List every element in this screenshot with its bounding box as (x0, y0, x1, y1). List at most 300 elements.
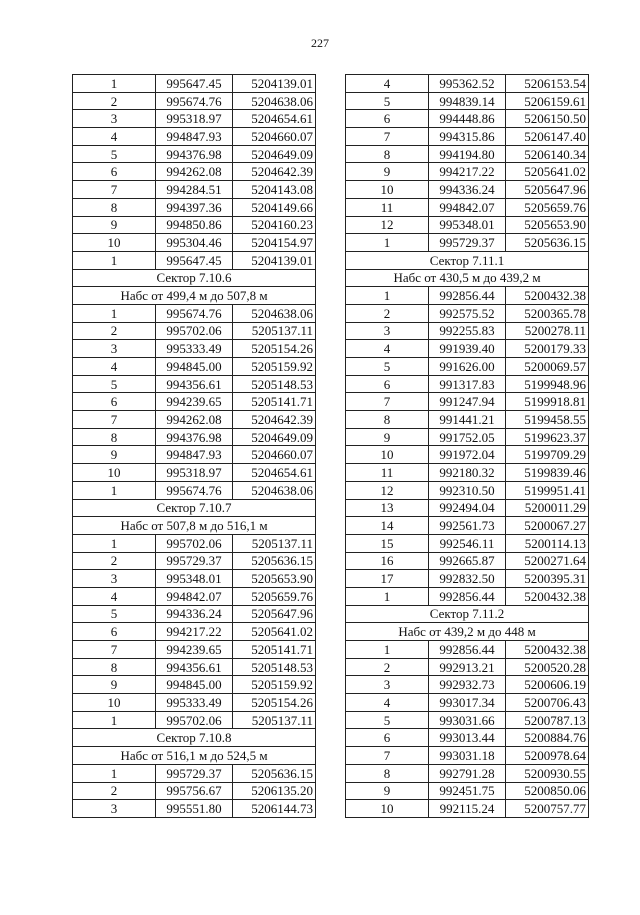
y-coordinate: 5204654.61 (233, 110, 316, 128)
y-coordinate: 5200432.38 (506, 641, 589, 659)
x-coordinate: 992913.21 (429, 658, 506, 676)
y-coordinate: 5200278.11 (506, 322, 589, 340)
point-number: 6 (73, 623, 156, 641)
y-coordinate: 5204649.09 (233, 428, 316, 446)
x-coordinate: 992451.75 (429, 782, 506, 800)
y-coordinate: 5199948.96 (506, 375, 589, 393)
y-coordinate: 5199458.55 (506, 411, 589, 429)
y-coordinate: 5200011.29 (506, 499, 589, 517)
x-coordinate: 995729.37 (156, 764, 233, 782)
y-coordinate: 5205659.76 (233, 587, 316, 605)
x-coordinate: 995702.06 (156, 711, 233, 729)
point-number: 2 (73, 782, 156, 800)
coordinate-row (73, 587, 316, 605)
point-number: 15 (346, 534, 429, 552)
point-number: 7 (73, 641, 156, 659)
x-coordinate: 995333.49 (156, 340, 233, 358)
coordinate-row (346, 729, 589, 747)
y-coordinate: 5205641.02 (233, 623, 316, 641)
coordinate-row (73, 340, 316, 358)
y-coordinate: 5205137.11 (233, 534, 316, 552)
x-coordinate: 995729.37 (429, 234, 506, 252)
x-coordinate: 995729.37 (156, 552, 233, 570)
y-coordinate: 5204649.09 (233, 145, 316, 163)
coordinate-row (73, 198, 316, 216)
point-number: 5 (73, 145, 156, 163)
y-coordinate: 5200395.31 (506, 570, 589, 588)
x-coordinate: 995348.01 (156, 570, 233, 588)
point-number: 3 (73, 570, 156, 588)
x-coordinate: 995647.45 (156, 75, 233, 93)
y-coordinate: 5204139.01 (233, 75, 316, 93)
x-coordinate: 995304.46 (156, 234, 233, 252)
x-coordinate: 991247.94 (429, 393, 506, 411)
point-number: 1 (346, 641, 429, 659)
sector-header: Сектор 7.10.7 (73, 499, 316, 517)
x-coordinate: 994217.22 (429, 163, 506, 181)
x-coordinate: 992561.73 (429, 517, 506, 535)
x-coordinate: 994847.93 (156, 446, 233, 464)
y-coordinate: 5205647.96 (233, 605, 316, 623)
y-coordinate: 5205641.02 (506, 163, 589, 181)
coordinate-row (346, 534, 589, 552)
sector-header-row (346, 251, 589, 269)
y-coordinate: 5204638.06 (233, 92, 316, 110)
point-number: 1 (73, 251, 156, 269)
y-coordinate: 5206140.34 (506, 145, 589, 163)
point-number: 1 (346, 287, 429, 305)
x-coordinate: 995702.06 (156, 534, 233, 552)
coordinate-row (73, 163, 316, 181)
coordinate-row (73, 375, 316, 393)
x-coordinate: 991939.40 (429, 340, 506, 358)
point-number: 9 (346, 428, 429, 446)
sector-header: Сектор 7.11.2 (346, 605, 589, 623)
coordinates-table-left (72, 74, 316, 818)
point-number: 4 (73, 358, 156, 376)
coordinate-row (346, 658, 589, 676)
coordinate-row (346, 552, 589, 570)
sector-header: Нaбс от 516,1 м до 524,5 м (73, 747, 316, 765)
y-coordinate: 5205636.15 (233, 552, 316, 570)
x-coordinate: 995318.97 (156, 110, 233, 128)
coordinate-row (73, 411, 316, 429)
y-coordinate: 5205148.53 (233, 658, 316, 676)
x-coordinate: 994842.07 (429, 198, 506, 216)
point-number: 1 (73, 304, 156, 322)
coordinates-table-right (345, 74, 589, 818)
y-coordinate: 5200179.33 (506, 340, 589, 358)
sector-header: Нaбс от 499,4 м до 507,8 м (73, 287, 316, 305)
coordinate-row (73, 393, 316, 411)
point-number: 5 (346, 711, 429, 729)
point-number: 4 (346, 340, 429, 358)
x-coordinate: 995333.49 (156, 694, 233, 712)
point-number: 13 (346, 499, 429, 517)
y-coordinate: 5205148.53 (233, 375, 316, 393)
x-coordinate: 994356.61 (156, 658, 233, 676)
y-coordinate: 5205141.71 (233, 393, 316, 411)
y-coordinate: 5205137.11 (233, 711, 316, 729)
coordinate-row (346, 304, 589, 322)
coordinate-row (346, 481, 589, 499)
point-number: 11 (346, 464, 429, 482)
x-coordinate: 995702.06 (156, 322, 233, 340)
coordinate-row (346, 198, 589, 216)
y-coordinate: 5204139.01 (233, 251, 316, 269)
y-coordinate: 5205636.15 (506, 234, 589, 252)
x-coordinate: 995674.76 (156, 304, 233, 322)
y-coordinate: 5205141.71 (233, 641, 316, 659)
point-number: 2 (346, 304, 429, 322)
point-number: 8 (73, 658, 156, 676)
point-number: 17 (346, 570, 429, 588)
coordinate-row (346, 499, 589, 517)
y-coordinate: 5206135.20 (233, 782, 316, 800)
point-number: 10 (73, 464, 156, 482)
point-number: 8 (346, 145, 429, 163)
x-coordinate: 992856.44 (429, 641, 506, 659)
x-coordinate: 994845.00 (156, 358, 233, 376)
point-number: 7 (346, 128, 429, 146)
x-coordinate: 994315.86 (429, 128, 506, 146)
x-coordinate: 992180.32 (429, 464, 506, 482)
y-coordinate: 5199951.41 (506, 481, 589, 499)
x-coordinate: 993031.66 (429, 711, 506, 729)
point-number: 7 (346, 393, 429, 411)
x-coordinate: 994284.51 (156, 181, 233, 199)
point-number: 5 (73, 605, 156, 623)
x-coordinate: 992310.50 (429, 481, 506, 499)
x-coordinate: 995674.76 (156, 92, 233, 110)
x-coordinate: 992932.73 (429, 676, 506, 694)
x-coordinate: 994239.65 (156, 641, 233, 659)
sector-header-row (346, 269, 589, 287)
x-coordinate: 994262.08 (156, 411, 233, 429)
coordinate-row (346, 375, 589, 393)
y-coordinate: 5200365.78 (506, 304, 589, 322)
y-coordinate: 5205159.92 (233, 676, 316, 694)
x-coordinate: 994336.24 (429, 181, 506, 199)
sector-header: Сектор 7.10.6 (73, 269, 316, 287)
point-number: 9 (73, 446, 156, 464)
point-number: 6 (346, 375, 429, 393)
x-coordinate: 991626.00 (429, 358, 506, 376)
coordinate-row (73, 782, 316, 800)
x-coordinate: 994376.98 (156, 145, 233, 163)
point-number: 11 (346, 198, 429, 216)
x-coordinate: 992856.44 (429, 287, 506, 305)
y-coordinate: 5204654.61 (233, 464, 316, 482)
coordinate-row (346, 517, 589, 535)
sector-header: Нaбс от 507,8 м до 516,1 м (73, 517, 316, 535)
y-coordinate: 5200930.55 (506, 764, 589, 782)
coordinate-row (73, 481, 316, 499)
y-coordinate: 5205154.26 (233, 694, 316, 712)
y-coordinate: 5206147.40 (506, 128, 589, 146)
point-number: 2 (346, 658, 429, 676)
point-number: 6 (346, 729, 429, 747)
x-coordinate: 992791.28 (429, 764, 506, 782)
y-coordinate: 5200757.77 (506, 800, 589, 818)
point-number: 1 (346, 234, 429, 252)
coordinate-row (73, 464, 316, 482)
coordinate-row (346, 800, 589, 818)
y-coordinate: 5204149.66 (233, 198, 316, 216)
point-number: 4 (346, 75, 429, 93)
point-number: 8 (73, 198, 156, 216)
y-coordinate: 5200520.28 (506, 658, 589, 676)
coordinate-row (73, 128, 316, 146)
y-coordinate: 5204143.08 (233, 181, 316, 199)
coordinate-row (73, 711, 316, 729)
coordinate-row (73, 764, 316, 782)
y-coordinate: 5206153.54 (506, 75, 589, 93)
coordinate-row (73, 428, 316, 446)
x-coordinate: 994839.14 (429, 92, 506, 110)
y-coordinate: 5206144.73 (233, 800, 316, 818)
point-number: 5 (73, 375, 156, 393)
coordinate-row (73, 623, 316, 641)
coordinate-row (73, 641, 316, 659)
coordinate-row (73, 358, 316, 376)
y-coordinate: 5199623.37 (506, 428, 589, 446)
x-coordinate: 994842.07 (156, 587, 233, 605)
y-coordinate: 5200850.06 (506, 782, 589, 800)
point-number: 9 (73, 216, 156, 234)
x-coordinate: 992665.87 (429, 552, 506, 570)
coordinate-row (73, 92, 316, 110)
point-number: 14 (346, 517, 429, 535)
x-coordinate: 992832.50 (429, 570, 506, 588)
point-number: 16 (346, 552, 429, 570)
point-number: 6 (346, 110, 429, 128)
x-coordinate: 994845.00 (156, 676, 233, 694)
x-coordinate: 992494.04 (429, 499, 506, 517)
coordinate-row (346, 340, 589, 358)
y-coordinate: 5206150.50 (506, 110, 589, 128)
point-number: 1 (346, 587, 429, 605)
coordinate-row (73, 605, 316, 623)
y-coordinate: 5200069.57 (506, 358, 589, 376)
coordinate-row (346, 464, 589, 482)
x-coordinate: 994448.86 (429, 110, 506, 128)
x-coordinate: 995348.01 (429, 216, 506, 234)
coordinate-row (346, 181, 589, 199)
point-number: 10 (346, 800, 429, 818)
x-coordinate: 995756.67 (156, 782, 233, 800)
sector-header: Нaбс от 430,5 м до 439,2 м (346, 269, 589, 287)
y-coordinate: 5204642.39 (233, 411, 316, 429)
point-number: 8 (346, 764, 429, 782)
point-number: 3 (346, 322, 429, 340)
y-coordinate: 5199839.46 (506, 464, 589, 482)
point-number: 12 (346, 216, 429, 234)
x-coordinate: 991441.21 (429, 411, 506, 429)
coordinate-row (73, 145, 316, 163)
y-coordinate: 5200271.64 (506, 552, 589, 570)
coordinate-row (346, 570, 589, 588)
point-number: 6 (73, 163, 156, 181)
x-coordinate: 995647.45 (156, 251, 233, 269)
x-coordinate: 993031.18 (429, 747, 506, 765)
coordinate-row (346, 411, 589, 429)
point-number: 2 (73, 92, 156, 110)
y-coordinate: 5200884.76 (506, 729, 589, 747)
point-number: 12 (346, 481, 429, 499)
point-number: 10 (73, 694, 156, 712)
y-coordinate: 5204660.07 (233, 446, 316, 464)
point-number: 2 (73, 552, 156, 570)
coordinate-row (346, 322, 589, 340)
sector-header: Сектор 7.11.1 (346, 251, 589, 269)
coordinate-row (346, 641, 589, 659)
y-coordinate: 5200978.64 (506, 747, 589, 765)
x-coordinate: 994397.36 (156, 198, 233, 216)
coordinate-row (346, 216, 589, 234)
sector-header-row (346, 605, 589, 623)
sector-header: Сектор 7.10.8 (73, 729, 316, 747)
coordinate-row (73, 304, 316, 322)
y-coordinate: 5200706.43 (506, 694, 589, 712)
coordinate-row (73, 251, 316, 269)
x-coordinate: 994239.65 (156, 393, 233, 411)
x-coordinate: 993017.34 (429, 694, 506, 712)
coordinate-row (73, 570, 316, 588)
sector-header-row (73, 517, 316, 535)
point-number: 4 (73, 587, 156, 605)
y-coordinate: 5205159.92 (233, 358, 316, 376)
point-number: 5 (346, 92, 429, 110)
point-number: 3 (73, 800, 156, 818)
sector-header-row (73, 729, 316, 747)
point-number: 3 (346, 676, 429, 694)
coordinate-row (346, 764, 589, 782)
coordinate-row (73, 75, 316, 93)
coordinate-row (73, 552, 316, 570)
y-coordinate: 5204160.23 (233, 216, 316, 234)
point-number: 10 (346, 181, 429, 199)
coordinate-row (73, 322, 316, 340)
point-number: 1 (73, 481, 156, 499)
x-coordinate: 995551.80 (156, 800, 233, 818)
y-coordinate: 5199918.81 (506, 393, 589, 411)
point-number: 10 (346, 446, 429, 464)
coordinate-row (346, 234, 589, 252)
point-number: 8 (73, 428, 156, 446)
coordinate-row (346, 287, 589, 305)
coordinate-row (73, 800, 316, 818)
point-number: 4 (346, 694, 429, 712)
coordinate-row (346, 747, 589, 765)
coordinate-row (73, 446, 316, 464)
coordinate-row (73, 534, 316, 552)
y-coordinate: 5204154.97 (233, 234, 316, 252)
x-coordinate: 994217.22 (156, 623, 233, 641)
coordinate-row (346, 393, 589, 411)
point-number: 8 (346, 411, 429, 429)
x-coordinate: 992546.11 (429, 534, 506, 552)
y-coordinate: 5200787.13 (506, 711, 589, 729)
point-number: 7 (73, 181, 156, 199)
x-coordinate: 992856.44 (429, 587, 506, 605)
coordinate-row (346, 75, 589, 93)
x-coordinate: 992255.83 (429, 322, 506, 340)
point-number: 1 (73, 75, 156, 93)
y-coordinate: 5204660.07 (233, 128, 316, 146)
coordinate-row (73, 216, 316, 234)
point-number: 10 (73, 234, 156, 252)
y-coordinate: 5200432.38 (506, 587, 589, 605)
x-coordinate: 994356.61 (156, 375, 233, 393)
coordinate-row (346, 676, 589, 694)
coordinate-row (73, 676, 316, 694)
coordinates-column-right (345, 74, 589, 818)
x-coordinate: 995318.97 (156, 464, 233, 482)
y-coordinate: 5200432.38 (506, 287, 589, 305)
x-coordinate: 994262.08 (156, 163, 233, 181)
y-coordinate: 5200114.13 (506, 534, 589, 552)
coordinate-row (73, 110, 316, 128)
coordinate-row (346, 163, 589, 181)
coordinate-row (346, 92, 589, 110)
coordinate-row (346, 711, 589, 729)
coordinate-row (346, 587, 589, 605)
coordinate-row (73, 181, 316, 199)
coordinate-row (73, 234, 316, 252)
sector-header: Нaбс от 439,2 м до 448 м (346, 623, 589, 641)
x-coordinate: 993013.44 (429, 729, 506, 747)
y-coordinate: 5205653.90 (233, 570, 316, 588)
y-coordinate: 5205653.90 (506, 216, 589, 234)
point-number: 1 (73, 764, 156, 782)
x-coordinate: 992115.24 (429, 800, 506, 818)
x-coordinate: 994194.80 (429, 145, 506, 163)
y-coordinate: 5200067.27 (506, 517, 589, 535)
sector-header-row (73, 499, 316, 517)
y-coordinate: 5206159.61 (506, 92, 589, 110)
sector-header-row (346, 623, 589, 641)
x-coordinate: 994336.24 (156, 605, 233, 623)
y-coordinate: 5204642.39 (233, 163, 316, 181)
point-number: 1 (73, 534, 156, 552)
x-coordinate: 994376.98 (156, 428, 233, 446)
coordinate-row (73, 694, 316, 712)
point-number: 9 (346, 163, 429, 181)
point-number: 6 (73, 393, 156, 411)
coordinate-row (346, 446, 589, 464)
sector-header-row (73, 269, 316, 287)
x-coordinate: 994850.86 (156, 216, 233, 234)
page-number: 227 (311, 36, 329, 50)
point-number: 7 (346, 747, 429, 765)
coordinate-row (73, 658, 316, 676)
coordinate-row (346, 110, 589, 128)
x-coordinate: 991972.04 (429, 446, 506, 464)
y-coordinate: 5205647.96 (506, 181, 589, 199)
coordinate-row (346, 145, 589, 163)
y-coordinate: 5204638.06 (233, 304, 316, 322)
y-coordinate: 5200606.19 (506, 676, 589, 694)
point-number: 3 (73, 340, 156, 358)
x-coordinate: 995362.52 (429, 75, 506, 93)
coordinate-row (346, 358, 589, 376)
point-number: 2 (73, 322, 156, 340)
coordinate-row (346, 128, 589, 146)
point-number: 4 (73, 128, 156, 146)
y-coordinate: 5205154.26 (233, 340, 316, 358)
point-number: 9 (73, 676, 156, 694)
